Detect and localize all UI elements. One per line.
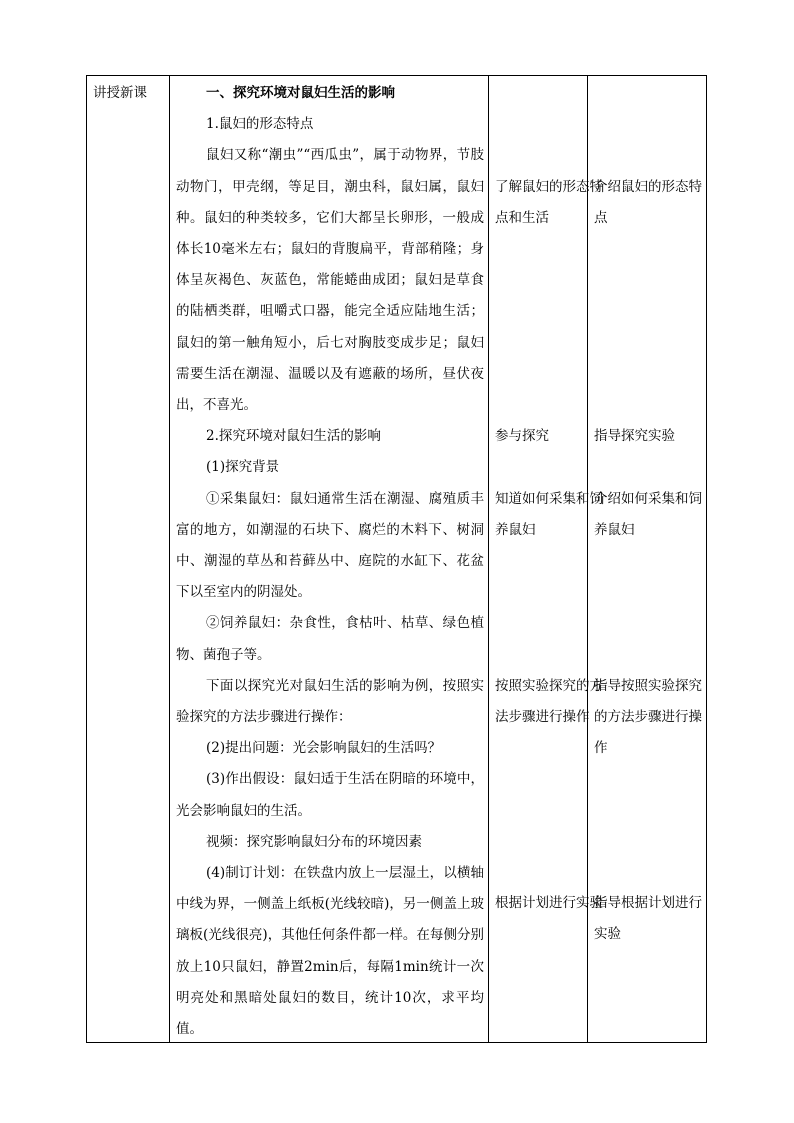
student-activity: 了解鼠妇的形态特点和生活	[495, 179, 603, 227]
student-activity: 知道如何采集和饲养鼠妇	[495, 491, 603, 539]
content-paragraph: (2)提出问题：光会影响鼠妇的生活吗？	[206, 740, 442, 757]
content-paragraph: 鼠妇又称“潮虫”“西瓜虫”，属于动物界，节肢动物门，甲壳纲，等足目，潮虫科，鼠妇属，鼠妇种。鼠妇的种类较多，它们大都呈长卵形，一般成体长10毫米左右；鼠妇的背腹扁平，背部稍隆；身体呈灰褐色、灰蓝色，常能蜷曲成团；鼠妇是草食的陆栖类群，咀嚼式口器，能完全适应陆地生活；鼠妇的第一触角短小，后七对胸肢变成步足；鼠妇需要生活在潮湿、温暖以及有遮蔽的场所，昼伏夜出，不喜光。	[176, 147, 484, 414]
content-paragraph: (1)探究背景	[206, 459, 280, 476]
content-paragraph: ①采集鼠妇：鼠妇通常生活在潮湿、腐殖质丰富的地方，如潮湿的石块下、腐烂的木料下、树洞中、潮湿的草丛和苔藓丛中、庭院的水缸下、花盆下以至室内的阴湿处。	[176, 490, 484, 601]
teacher-activity: 介绍如何采集和饲养鼠妇	[594, 491, 702, 539]
teacher-activity: 指导探究实验	[594, 428, 675, 444]
column-divider	[169, 76, 170, 1042]
content-paragraph: (3)作出假设：鼠妇适于生活在阴暗的环境中，光会影响鼠妇的生活。	[176, 771, 484, 819]
student-activity: 参与探究	[495, 428, 549, 444]
student-activity: 按照实验探究的方法步骤进行操作	[495, 678, 603, 726]
lesson-plan-table	[86, 75, 707, 1043]
content-paragraph: 2.探究环境对鼠妇生活的影响	[206, 428, 381, 445]
student-activity: 根据计划进行实验	[495, 895, 603, 911]
teacher-activity: 介绍鼠妇的形态特点	[594, 179, 702, 227]
section-label: 讲授新课	[93, 85, 147, 101]
content-heading: 一、探究环境对鼠妇生活的影响	[206, 85, 395, 101]
content-paragraph: 1.鼠妇的形态特点	[206, 116, 314, 133]
column-divider	[488, 76, 489, 1042]
content-paragraph: 视频：探究影响鼠妇分布的环境因素	[206, 833, 422, 850]
content-paragraph: 下面以探究光对鼠妇生活的影响为例，按照实验探究的方法步骤进行操作：	[176, 677, 484, 726]
teacher-activity: 指导根据计划进行实验	[594, 895, 702, 943]
teacher-activity: 指导按照实验探究的方法步骤进行操作	[594, 678, 702, 757]
lesson-content	[176, 78, 484, 1045]
content-paragraph: ②饲养鼠妇：杂食性，食枯叶、枯草、绿色植物、菌孢子等。	[176, 615, 484, 663]
content-paragraph: (4)制订计划：在铁盘内放上一层湿土，以横轴中线为界，一侧盖上纸板(光线较暗)，另一侧盖上玻璃板(光线很亮)，其他任何条件都一样。在每侧分别放上10只鼠妇，静置2min后，每隔1min统计一次明亮处和黑暗处鼠妇的数目，统计10次，求平均值。	[176, 865, 484, 1038]
